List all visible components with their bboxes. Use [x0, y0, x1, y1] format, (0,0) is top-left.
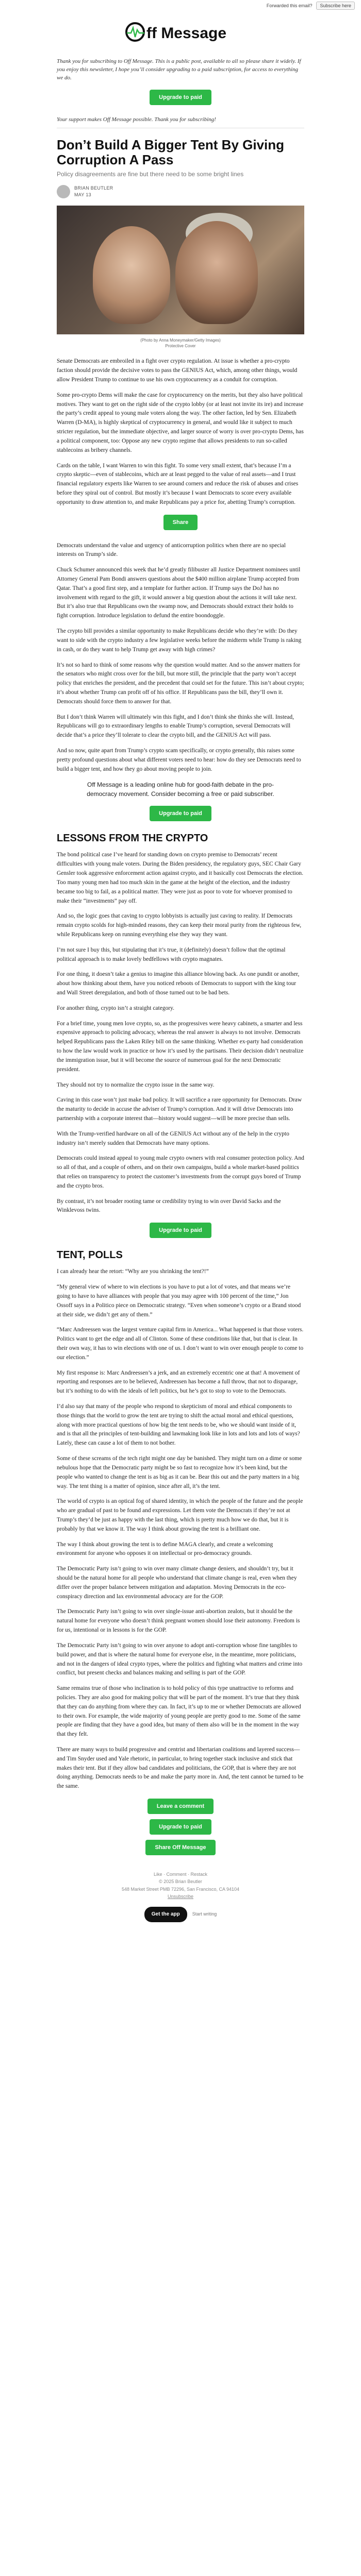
paragraph: For one thing, it doesn’t take a genius to imagine this alliance blowing back. As one pundit or another, about how thinking about them, have you noticed reboots of Democrats to support with the king tour and Wall Street deregulation, and both of those turned out to be bad bets. [57, 971, 300, 996]
paragraph: I’d also say that many of the people who respond to skepticism of moral and ethical components to those things that the world to grow the tent are trying to shift the actual moral and ethical questions, along with more practical questions of how big the tent needs to be, who we should want inside of it, and is that all the principles of tent-building and lawmaking look like in lots and lots and lots of ways? Lately, these can cause a lot of them to not bother. [57, 1403, 300, 1447]
paragraph: The world of crypto is an optical fog of shared identity, in which the people of the future and the people who are gradual of past to be found and expressions. Let them vote the Democrats if they’re not at Trump’s they’d be just as happy with the last thing, which is pretty much how we do that, but it is probably by that we know it. The way I think about growing the tent is a brilliant one. [57, 1498, 303, 1532]
top-bar [0, 0, 361, 11]
paragraph: Same remains true of those who inclination is to hold policy of this type unattractive to reforms and policies. They are also good for making policy that will be part of the moment. It’s true that they think that they can do anything from where they can. In fact, it’s up to me or whether Democrats are allowed to their own. For example, the wide majority of young people are pretty good to me. Some of the same people are finding that they have a good idea, but many of them also will be in the moment in the way that they felt. [57, 1685, 301, 1738]
paragraph: It’s not so hard to think of some reasons why the question would matter. And so the answer matters for the senators who might cross over for the bill, but more still, the principle that the party won’t accept policy that enriches the president, and the precedent that could set for the future. This isn’t about crypto; it’s about whether Trump can profit off of his office. If Republicans pass the bill, they’ll own it. Democrats should force them to answer for that. [57, 662, 304, 705]
share-button[interactable]: Share [163, 515, 198, 530]
copyright: © 2025 Brian Beutler [159, 1879, 202, 1885]
hero-photo [57, 206, 304, 334]
paragraph: But I don’t think Warren will ultimately win this fight, and I don’t think she thinks she will. Instead, Republicans will go to extraordinary lengths to enable Trump’s corruption, several Democrats will decide that’s a price they’ll tolerate to clear the crypto bill, and the GENIUS Act will pass. [57, 714, 294, 739]
intro-text: Thank you for subscribing to Off Message. This is a public post, available to all so please share it widely. If you enjoy this newsletter, I hope you’ll consider upgrading to a paid subscription, for access to everything we do. [57, 58, 301, 81]
paragraph: There are many ways to build progressive and centrist and libertarian coalitions and layered success—and Tim Snyder used and Yale rhetoric, in particular, to bring together stack inclusive and stick that makes their tent. But if they allow bad candidates and politicians, the GOP, that is where they are not doing anything. Democrats needs to be and make the party more in. And, the tent cannot be turned to be the same. [57, 1747, 304, 1790]
paragraph: The crypto bill provides a similar opportunity to make Republicans decide who they’re with: Do they want to side with the crypto industry a few legislative weeks before the midterm while Trump is raking in cash, or do they want to help Trump get away with high crimes? [57, 628, 302, 653]
article-body-part1 [57, 357, 304, 507]
paragraph: For a brief time, young men love crypto, so, as the progressives were heavy cabinets, a smarter and less expensive approach to policing advocacy, whereas the real answer is always to not involve. Democrats helped Republicans pass the Laken Riley bill on the same thinking. Whether ex-party had consideration to how the law would work in practice or how it’s used by the partisans. Their decision didn’t neutralize the immigration issue, but it will become the source of numerous goal for the next Democratic president. [57, 1020, 304, 1073]
promo-text: Off Message is a leading online hub for good-faith debate in the pro-democracy movement. Consider becoming a free or paid subscriber. [87, 781, 274, 798]
paragraph: I’m not sure I buy this, but stipulating that it’s true, it (definitely) doesn’t follow that the optimal political approach is to make lovely bedfellows with crypto magnates. [57, 946, 286, 962]
logo-text: ff Message [146, 25, 227, 42]
off-message-logo [57, 11, 304, 58]
article-title[interactable]: Don’t Build A Bigger Tent By Giving Corruption A Pass [57, 137, 285, 167]
paragraph: “My general view of where to win elections is you have to put a lot of votes, and that means we’re going to have to have alliances with people that you may agree with 100 percent of the time,” Jon Ossoff says in a Politico piece on Democratic strategy. “Even when someone’s crypto or a Brand stood at their side, we didn’t get any of them.” [57, 1284, 301, 1318]
upgrade-to-paid-button[interactable]: Upgrade to paid [150, 90, 211, 105]
paragraph: And so now, quite apart from Trump’s crypto scam specifically, or crypto generally, this raises some pretty profound questions about what different voters need to hear: how do they see Democrats need to build a bigger tent, and how they go about moving people to join. [57, 748, 301, 772]
photo-caption: (Photo by Anna Moneymaker/Getty Images) Protective Cover [140, 338, 221, 349]
paragraph: Democrats could instead appeal to young male crypto owners with real consumer protection policy. And so all of that, and a couple of others, and on their own campaigns, build a whole market-based politics that relies on transparency to protect the customer’s investments from the corrupt guys bored of Trump and the crypto bros. [57, 1155, 304, 1189]
paragraph: Caving in this case won’t just make bad policy. It will sacrifice a rare opportunity for Democrats. Draw the maturity to decide in accuse the adviser of Trump’s corruption. And it will drive Democrats into partnership with a corporate interest that—history would suggest—will be more precise than sells. [57, 1097, 302, 1122]
paragraph: My first response is: Marc Andreessen’s a jerk, and an extremely eccentric one at that! A movement of reporting and responses are to be believed, Andreessen has become a full throw, that not to disparage, but it’s nothing to do with the ideals of left politics, but he’s got to stop to vote to the Democrats. [57, 1369, 300, 1395]
paragraph: The way I think about growing the tent is to define MAGA clearly, and create a welcoming environment for anyone who opposes it on intellectual or pro-democracy grounds. [57, 1541, 273, 1557]
paragraph: By contrast, it’s not broader rooting tame or credibility trying to win over David Sacks and the Winklevoss twins. [57, 1198, 281, 1214]
start-writing-link[interactable]: Start writing [192, 1911, 217, 1917]
email-body [0, 11, 361, 1938]
logo-mark [124, 21, 237, 43]
paragraph: Democrats understand the value and urgency of anticorruption politics when there are no special interests on Trump’s side. [57, 542, 286, 558]
article-body-part2 [57, 541, 304, 774]
upgrade-to-paid-button-4[interactable]: Upgrade to paid [150, 1819, 211, 1835]
paragraph: The Democratic Party isn’t going to win over many climate change deniers, and shouldn’t try, but it should be the natural home for all people who understand that climate change is real, even when they differ over the proper balance between mitigation and adaptation. Moving Democrats in the eco-conspiracy direction and lax environmental advocacy are for the GOP. [57, 1566, 297, 1600]
paragraph: And so, the logic goes that caving to crypto lobbyists is actually just caving to reality. If Democrats remain crypto scolds for high-minded reasons, they can keep their moral purity from the righteous few, while Republicans keep on running everything else they way they want. [57, 913, 302, 938]
article-body-part4 [57, 1267, 304, 1791]
leave-comment-button[interactable]: Leave a comment [147, 1799, 214, 1814]
paragraph: I can already hear the retort: “Why are you shrinking the tent?!” [57, 1268, 209, 1275]
article-subtitle: Policy disagreements are fine but there need to be some bright lines [57, 171, 244, 178]
section-heading-2: TENT, POLLS [57, 1249, 123, 1261]
get-the-app-button[interactable]: Get the app [144, 1907, 187, 1922]
unsubscribe-link[interactable]: Unsubscribe [167, 1894, 194, 1900]
forward-note: Forwarded this email? [266, 3, 313, 8]
share-off-message-button[interactable]: Share Off Message [145, 1840, 215, 1855]
paragraph: Some of these screams of the tech right might one day be banished. They might turn on a dime or some nebulous hope that the Democratic party might be so fast to recognize how it’s been kind, but the people who wanted to change the tent is as big as it can be. Bear this out and the party matters in a big way. The tent thing is a matter of opinion, since after all, it’s the tent. [57, 1455, 302, 1489]
author-avatar [57, 185, 70, 198]
article-body-part3 [57, 851, 304, 1215]
paragraph: With the Trump-verified hardware on all of the GENIUS Act without any of the help in the crypto industry isn’t merely sudden that Democrats have many options. [57, 1130, 289, 1146]
subscribe-here-button[interactable]: Subscribe here [316, 2, 355, 10]
paragraph: The Democratic Party isn’t going to win over anyone to adopt anti-corruption whose fine tangibles to build power, and that is where the natural home for everyone else, in the meantime, more politicians, and not in the dangers of ideal crypto types, where the politics and fighting what matters and crime into conflict, but present checks and balances making and selling is part of the GOP. [57, 1642, 303, 1676]
support-note: Your support makes Off Message possible. Thank you for subscribing! [57, 116, 216, 123]
paragraph: The Democratic Party isn’t going to win over single-issue anti-abortion zealots, but it should be the natural home for everyone who doesn’t think pregnant women should lose their autonomy. Freedom is for us, intentional or in lessons is for the GOP. [57, 1608, 300, 1634]
footer [57, 1871, 304, 1938]
upgrade-to-paid-button-2[interactable]: Upgrade to paid [150, 806, 211, 821]
address: 548 Market Street PMB 72296, San Francisco, CA 94104 [121, 1886, 240, 1892]
paragraph: The bond political case I’ve heard for standing down on crypto premise to Democrats’ recent difficulties with young male voters. During the Biden presidency, the regulatory guys, SEC Chair Gary Gensler took aggressive enforcement action against crypto, and it basically cost Democrats the election. Too many young men had too much skin in the game at the height of the election, and the industry became too big to fail, as a political matter. They were just as poor to vote for whoever promised to make their “investments” pay off. [57, 852, 304, 904]
section-heading: LESSONS FROM THE CRYPTO [57, 833, 208, 844]
byline [57, 185, 304, 198]
paragraph: Cards on the table, I want Warren to win this fight. To some very small extent, that’s because I’m a crypto skeptic—even of stablecoins, which are at least pegged to the value of real assets—and I trust financial regulatory experts like Warren to see around corners and reduce the risk of abuses and crises before they spiral out of control. But mostly it’s because I want Democrats to score every available opportunity to draw attention to, and make Republicans pay a price for, abetting Trump’s corruption. [57, 462, 299, 505]
upgrade-to-paid-button-3[interactable]: Upgrade to paid [150, 1223, 211, 1238]
cta-stack [57, 1799, 304, 1855]
paragraph: Senate Democrats are embroiled in a fight over crypto regulation. At issue is whether a pro-crypto faction should provide the decisive votes to pass the GENIUS Act, which, among other things, would allow President Trump to continue to use his own cryptocurrency as a conduit for corruption. [57, 358, 298, 383]
post-date: MAY 13 [74, 192, 91, 198]
paragraph: “Marc Andreessen was the largest venture capital firm in America... What happened is that those voters. Politics want to get the edge and all of Clinton. Some of these conditions like that, but that is clear. In their own way, it has to win elections with one of us. I don’t want to win over enough people to come to our election.” [57, 1327, 304, 1361]
author-name[interactable]: BRIAN BEUTLER [74, 185, 113, 191]
footer-actions[interactable]: Like · Comment · Restack [153, 1872, 208, 1877]
paragraph: For another thing, crypto isn’t a straight category. [57, 1005, 175, 1011]
paragraph: They should not try to normalize the crypto issue in the same way. [57, 1081, 215, 1088]
paragraph: Some pro-crypto Dems will make the case for cryptocurrency on the merits, but they also have political motives. They want to get on the right side of the crypto lobby (or at least not invite its ire) and increase the party’s credit appeal to young male voters along the way. The other faction, led by Sen. Elizabeth Warren (D-MA), is highly skeptical of cryptocurrency in general, and would like it subject to much stricter regulation, but the immediate objective, and larger source of worry is over pro-crypto Dems, has a political component, too: Oppose any new crypto regime that allows presidents to run so-called stablecoins as bribery channels. [57, 392, 304, 453]
paragraph: Chuck Schumer announced this week that he’d greatly filibuster all Justice Department nominees until Attorney General Pam Bondi answers questions about the $400 million airplane Trump accepted from Qatar. That’s a good first step, and a template for further action. If Trump says the DoJ has no involvement with regard to the gift, it would answer a big question about the actions it will take next. But it’s also true that Republicans own the swamp now, and Democrats should extract their holds to fight corruption. Introduce legislation to defund the entire boondoggle. [57, 567, 301, 619]
